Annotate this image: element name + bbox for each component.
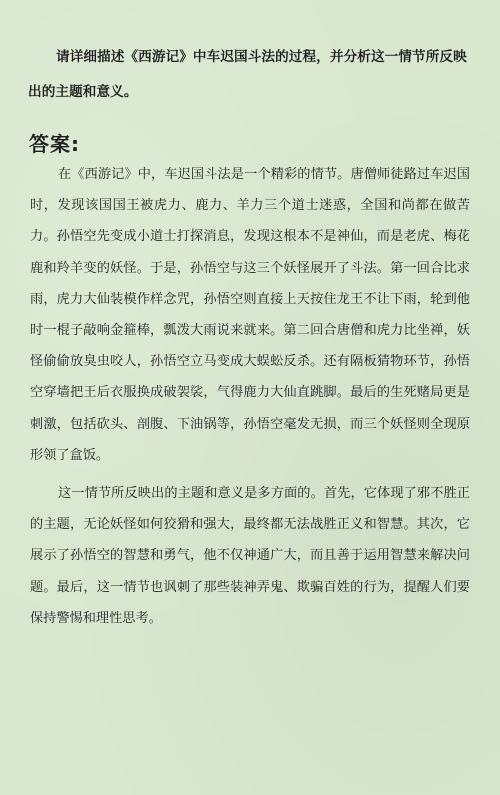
question-text: 请详细描述《西游记》中车迟国斗法的过程，并分析这一情节所反映出的主题和意义。 (28, 49, 467, 100)
answer-paragraph-2: 这一情节所反映出的主题和意义是多方面的。首先，它体现了邪不胜正的主题，无论妖怪如何狡猾和强大，最终都无法战胜正义和智慧。其次，它展示了孙悟空的智慧和勇气，他不仅神通广大，而且善于运用智慧来解决问题。最后，这一情节也讽刺了那些装神弄鬼、欺骗百姓的行为，提醒人们要保持警惕和理性思考。 (30, 486, 470, 626)
answer-paragraph-1: 在《西游记》中，车迟国斗法是一个精彩的情节。唐僧师徒路过车迟国时，发现该国国王被虎力、鹿力、羊力三个道士迷惑，全国和尚都在做苦力。孙悟空先变成小道士打探消息，发现这根本不是神仙，而是老虎、梅花鹿和羚羊变的妖怪。于是，孙悟空与这三个妖怪展开了斗法。第一回合比求雨，虎力大仙装模作样念咒，孙悟空则直接上天按住龙王不让下雨，轮到他时一棍子敲响金箍棒，瓢泼大雨说来就来。第二回合唐僧和虎力比坐禅，妖怪偷偷放臭虫咬人，孙悟空立马变成大蜈蚣反杀。还有隔板猜物环节，孙悟空穿墙把王后衣服换成破袈裟，气得鹿力大仙直跳脚。最后的生死赌局更是刺激，包括砍头、剖腹、下油锅等，孙悟空毫发无损，而三个妖怪则全现原形领了盒饭。 (30, 167, 470, 463)
answer-body (30, 159, 470, 641)
answer-heading: 答案: (29, 132, 80, 156)
